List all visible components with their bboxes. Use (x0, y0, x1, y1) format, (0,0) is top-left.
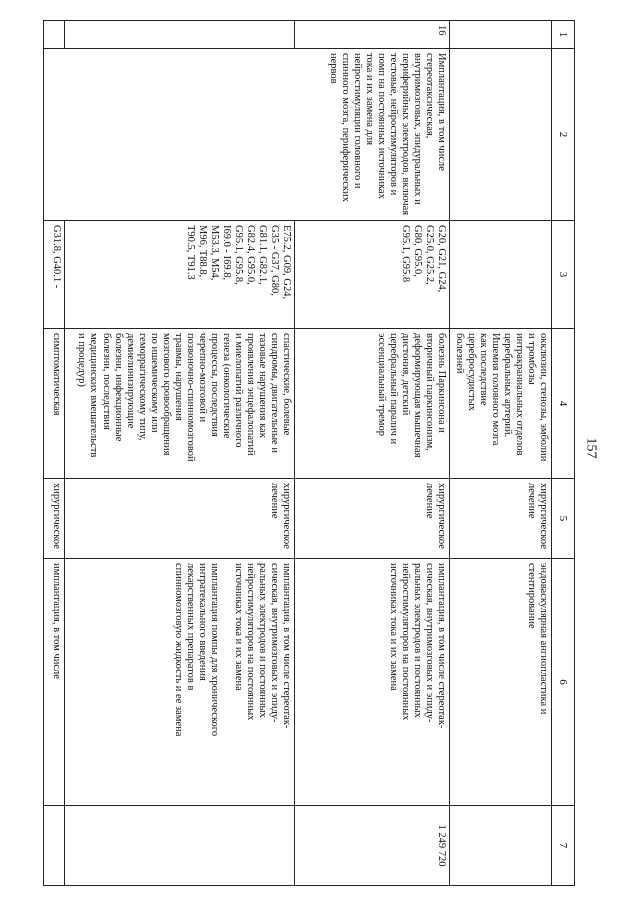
row-number (450, 21, 552, 49)
header-cell: 3 (552, 221, 575, 329)
header-cell: 7 (552, 806, 575, 886)
cost (44, 806, 65, 886)
icd-codes: E75.2, G09, G24, G35 - G37, G80, G81.1, G82.1, G82.4, G95.0, G95.1, G95.8, I69.0 - I69.8, M53.3, M54, M96, T88.8, T90.5, T91.3 (65, 221, 295, 329)
icd-codes (450, 221, 552, 329)
header-cell: 4 (552, 329, 575, 479)
treatment-type: хирургическое лечение (65, 479, 295, 559)
procedures-table (44, 20, 576, 886)
header-cell: 2 (552, 49, 575, 221)
header-cell: 1 (552, 21, 575, 49)
header-cell: 6 (552, 559, 575, 806)
cost (450, 806, 552, 886)
procedure-name: Имплантация, в том числе стереотаксическая, внутримозговых, эпидуральных и периферийных электродов, включая тестовые, нейростимуляторов и помп на постоянных источниках тока и их замена для нейростимуляции головного и спинного мозга, периферических нервов (44, 49, 450, 221)
diagnosis-description: болезнь Паркинсона и вторичный паркинсонизм, деформирующая мышечная дистония, детский церебральный паралич и эссенциальный тремор (295, 329, 450, 479)
cost (65, 806, 295, 886)
table-row (295, 21, 450, 886)
header-row (552, 21, 575, 886)
treatment-method: имплантация, в том числе (44, 559, 65, 806)
icd-codes: G20, G21, G24, G25.0, G25.2, G80, G95.0, G95.1, G95.8 (295, 221, 450, 329)
treatment-type: хирургическое лечение (450, 479, 552, 559)
diagnosis-description: окклюзии, стенозы, эмболии и тромбозы интракраниальных отделов церебральных артерий. Ишемия головного мозга как последствие церебросудистых болезней (450, 329, 552, 479)
icd-codes: G31.8, G40.1 - (44, 221, 65, 329)
rotated-page (51, 20, 575, 885)
treatment-method: имплантация, в том числе стереотак- сическая, внутримозговых и эпиду- ральных электродов и постоянных нейростимуляторов на постоянных источниках тока и их замена (295, 559, 450, 806)
table-row (450, 21, 552, 886)
row-number (44, 21, 65, 49)
treatment-method: имплантация, в том числе стереотак- сическая, внутримозговых и эпиду- ральных электродов и постоянных нейростимуляторов на постоянных источниках тока и их замена имплантация помпы для хронического интратекального введения лекарственных препаратов в спинномозговую жидкость и ее замена (65, 559, 295, 806)
page-number: 157 (583, 437, 599, 459)
diagnosis-description: спастические, болевые синдромы, двигательные и тазовые нарушения как проявления энцефалопатий и миелопатий различного генеза (онкологические процессы, последствия черепно-мозговой и позвоночно-спинномозговой травмы, нарушения мозгового кровообращения по ишемическому или геморрагическому типу, демиелинизирующие болезни, инфекционные болезни, последствия медицинских вмешательств и процедур) (65, 329, 295, 479)
treatment-method: эндоваскулярная ангиопластика и стентирование (450, 559, 552, 806)
header-cell: 5 (552, 479, 575, 559)
treatment-type: хирургическое лечение (295, 479, 450, 559)
treatment-type: хирургическое (44, 479, 65, 559)
row-number: 16 (295, 21, 450, 49)
diagnosis-description: симптоматическая (44, 329, 65, 479)
procedure-name (450, 49, 552, 221)
cost: 1 249 720 (295, 806, 450, 886)
row-number (65, 21, 295, 49)
